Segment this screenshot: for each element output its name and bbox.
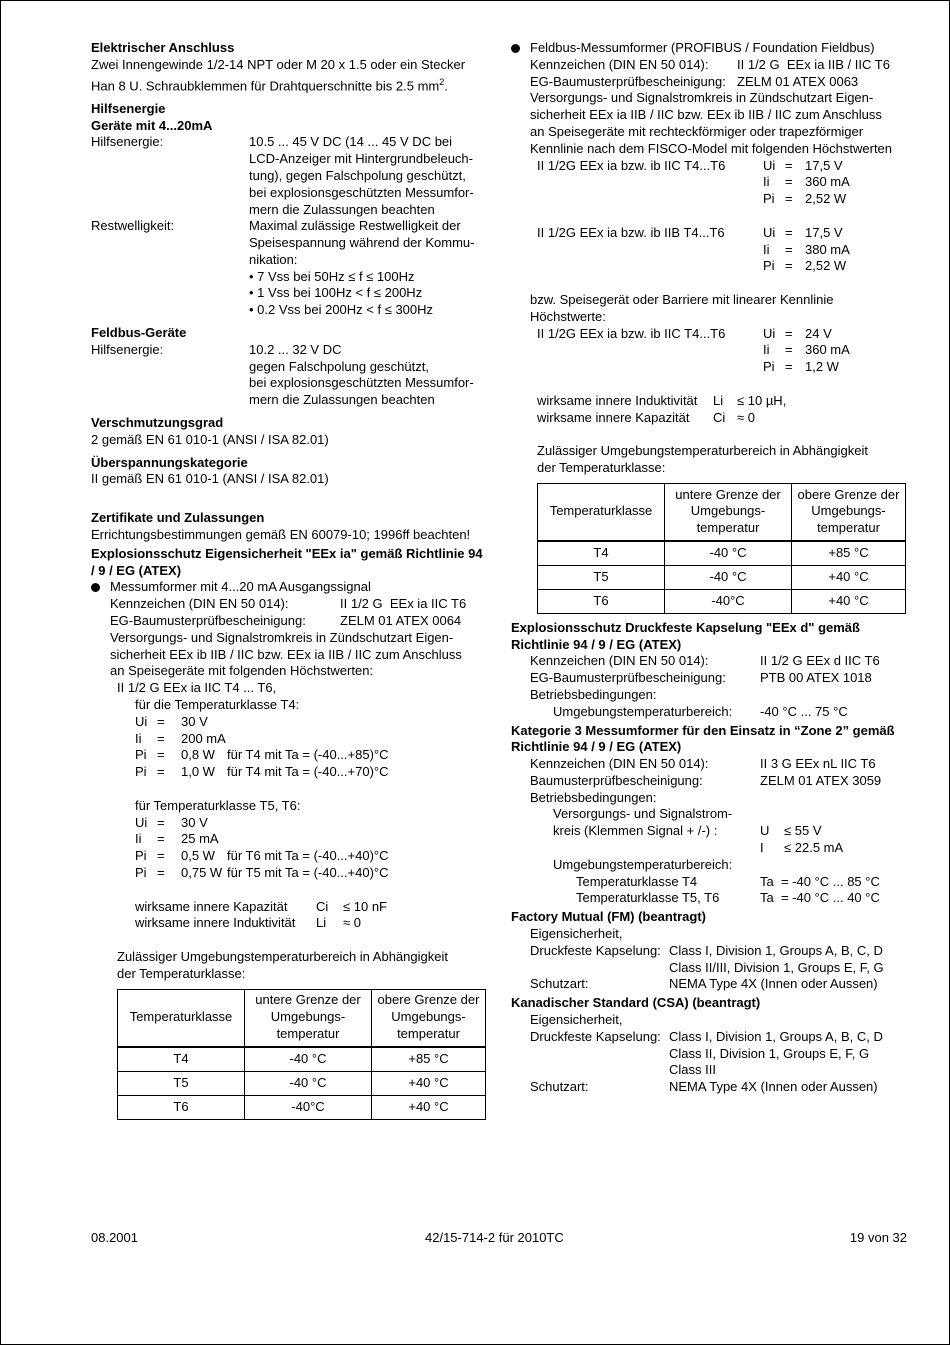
- exd-heading: Explosionsschutz Druckfeste Kapselung "EEx d" gemäß Richtlinie 94 / 9 / EG (ATEX): [511, 619, 860, 652]
- marking-row: Kennzeichen (DIN EN 50 014): II 1/2 G EEx ia IIB / IIC T6: [530, 56, 890, 72]
- table-header: obere Grenze der Umgebungs-temperatur: [372, 989, 486, 1047]
- zone2-block: Kennzeichen (DIN EN 50 014): II 3 G EEx nL IIC T6 Baumusterprüfbescheinigung: ZELM 01 ATEX 3059 Betriebsbedingungen: Versorgungs- und Signalstrom- kreis (Klemmen Signal + /-) : U ≤ 55 V I ≤ 22.5 mA Umgebungstemperaturbereich: Temperaturklasse T4 Ta = -40 °C ... 85 °C Temperaturklasse T5, T6 Ta = -40 °C ... 40 °C: [530, 756, 882, 906]
- limits-block-a: II 1/2G EEx ia bzw. ib IIC T4...T6 Ui = 17,5 V Ii = 360 mA Pi = 2,52 W: [537, 157, 850, 207]
- inductance-capacitance: wirksame innere Induktivität Li ≤ 10 µH, wirksame innere Kapazität Ci ≈ 0: [537, 392, 787, 425]
- cert-row: EG-Baumusterprüfbescheinigung: ZELM 01 ATEX 0064: [110, 613, 462, 629]
- footer-date: 08.2001: [91, 1230, 138, 1245]
- bullet-icon: [511, 44, 520, 53]
- fm-heading: Factory Mutual (FM) (beantragt): [511, 909, 706, 925]
- temperature-table-left: [117, 989, 486, 1120]
- aux-power-label: Hilfsenergie:: [91, 134, 164, 150]
- category-line: II 1/2 G EEx ia IIC T4 ... T6,: [117, 680, 277, 696]
- temp-intro: Zulässiger Umgebungstemperaturbereich in Abhängigkeit der Temperaturklasse:: [537, 443, 868, 475]
- fieldbus-power-label: Hilfsenergie:: [91, 341, 164, 357]
- aux-power-row: [91, 134, 486, 218]
- footer-doc-number: 42/15-714-2 für 2010TC: [425, 1230, 564, 1245]
- aux-power-values: 10.5 ... 45 V DC (14 ... 45 V DC bei LCD-Anzeiger mit Hintergrundbeleuch- tung), gegen Falschpolung geschützt, bei explosionsgeschützten Messumfor- mern die Zulassungen beachten: [249, 134, 474, 217]
- table-header: untere Grenze der Umgebungs-temperatur: [245, 989, 372, 1047]
- fieldbus-power-values: 10.2 ... 32 V DC gegen Falschpolung geschützt, bei explosionsgeschützten Messumfor- mern die Zulassungen beachten: [249, 341, 474, 408]
- fieldbus-bullet: Feldbus-Messumformer (PROFIBUS / Foundation Fieldbus) Kennzeichen (DIN EN 50 014): II 1/2 G EEx ia IIB / IIC T6 EG-Baumusterprüfbescheinigung: ZELM 01 ATEX 0063 Versorgungs- und Signalstromkreis in Zündschutzart Eigen- sicherheit EEx ia IIB / IIC bzw. EEx ib IIB / IIC zum Anschluss an Speisegeräte mit rechteckförmiger oder trapezförmiger Kennlinie nach dem FISCO-Model mit folgenden Höchstwerten: [511, 40, 907, 158]
- page-footer: [91, 1230, 907, 1247]
- pollution-heading: Verschmutzungsgrad: [91, 415, 224, 431]
- ripple-values: Maximal zulässige Restwelligkeit der Speisespannung während der Kommu- nikation: • 7 Vss bei 50Hz ≤ f ≤ 100Hz • 1 Vss bei 100Hz < f ≤ 200Hz • 0.2 Vss bei 200Hz < f ≤ 300Hz: [249, 218, 475, 318]
- electrical-text-1: Zwei Innengewinde 1/2-14 NPT oder M 20 x 1.5 oder ein Stecker: [91, 56, 466, 72]
- table-header: untere Grenze der Umgebungs-temperatur: [665, 483, 792, 541]
- electrical-heading: Elektrischer Anschluss: [91, 40, 235, 55]
- csa-heading: Kanadischer Standard (CSA) (beantragt): [511, 995, 761, 1011]
- devices-heading: Geräte mit 4...20mA: [91, 117, 213, 133]
- ex-ia-heading: Explosionsschutz Eigensicherheit "EEx ia" gemäß Richtlinie 94 / 9 / EG (ATEX): [91, 545, 483, 578]
- table-row: T5 -40 °C +40 °C: [538, 565, 906, 589]
- fm-block: Eigensicherheit, Druckfeste Kapselung: Class I, Division 1, Groups A, B, C, D Class II/III, Division 1, Groups E, F, G Schutzart: NEMA Type 4X (Innen oder Aussen): [530, 926, 884, 992]
- bullet-title: Messumformer mit 4...20 mA Ausgangssignal: [110, 579, 371, 595]
- limits-block-b: II 1/2G EEx ia bzw. ib IIB T4...T6 Ui = 17,5 V Ii = 380 mA Pi = 2,52 W: [537, 224, 850, 274]
- csa-block: Eigensicherheit, Druckfeste Kapselung: Class I, Division 1, Groups A, B, C, D Class II, Division 1, Groups E, F, G Class III Schutzart: NEMA Type 4X (Innen oder Aussen): [530, 1012, 883, 1095]
- table-header: Temperaturklasse: [538, 483, 665, 541]
- pollution-text: 2 gemäß EN 61 010-1 (ANSI / ISA 82.01): [91, 431, 329, 447]
- table-row: T6 -40°C +40 °C: [118, 1095, 486, 1119]
- t4-block: für die Temperaturklasse T4: Ui = 30 V Ii = 200 mA Pi = 0,8 W für T4 mit Ta = (-40...+85)°C Pi = 1,0 W für T4 mit Ta = (-40...+70)°C für Temperaturklasse T5, T6: Ui = 30 V Ii = 25 mA Pi = 0,5 W für T6 mit Ta = (-40...+40)°C Pi = 0,75 W für T5 mit Ta = (-40...+40)°C wirksame innere Kapazität Ci ≤ 10 nF wirksame innere Induktivität Li ≈ 0: [91, 697, 486, 932]
- electrical-text-2: Han 8 U. Schraubklemmen für Drahtquerschnitte bis 2.5 $mm^2$.: [91, 76, 448, 93]
- table-row: T4 -40 °C +85 °C: [118, 1047, 486, 1072]
- table-row: T5 -40 °C +40 °C: [118, 1071, 486, 1095]
- table-row: T6 -40°C +40 °C: [538, 589, 906, 613]
- fieldbus-heading: Feldbus-Geräte: [91, 325, 187, 341]
- table-header: obere Grenze der Umgebungs-temperatur: [792, 483, 906, 541]
- bullet-icon: [91, 583, 100, 592]
- left-column: [91, 40, 486, 1120]
- marking-row: Kennzeichen (DIN EN 50 014): II 1/2 G EEx ia IIC T6: [110, 596, 467, 612]
- limits-block-c: II 1/2G EEx ia bzw. ib IIC T4...T6 Ui = 24 V Ii = 360 mA Pi = 1,2 W: [537, 325, 850, 375]
- table-row: T4 -40 °C +85 °C: [538, 541, 906, 566]
- temperature-table-right: [537, 483, 906, 614]
- footer-page-number: 19 von 32: [849, 1230, 907, 1245]
- overvoltage-heading: Überspannungskategorie: [91, 454, 248, 470]
- inductance-row: wirksame innere Induktivität Li ≈ 0: [135, 915, 361, 931]
- exd-block: Kennzeichen (DIN EN 50 014): II 1/2 G EEx d IIC T6 EG-Baumusterprüfbescheinigung: PTB 00 ATEX 1018 Betriebsbedingungen: Umgebungstemperaturbereich: -40 °C ... 75 °C: [530, 653, 880, 719]
- right-column: [511, 40, 907, 1096]
- overvoltage-text: II gemäß EN 61 010-1 (ANSI / ISA 82.01): [91, 471, 329, 487]
- zone2-heading: Kategorie 3 Messumformer für den Einsatz in “Zone 2” gemäß Richtlinie 94 / 9 / EG (ATEX): [511, 722, 895, 755]
- fieldbus-power-row: [91, 342, 486, 409]
- certificates-text: Errichtungsbestimmungen gemäß EN 60079-10; 1996ff beachten!: [91, 527, 471, 543]
- ripple-row: [91, 218, 486, 319]
- cert-row: EG-Baumusterprüfbescheinigung: ZELM 01 ATEX 0063: [530, 73, 859, 89]
- bullet-title: Feldbus-Messumformer (PROFIBUS / Foundation Fieldbus): [530, 40, 875, 55]
- power-heading: Hilfsenergie: [91, 100, 166, 116]
- ripple-label: Restwelligkeit:: [91, 218, 175, 234]
- table-header: Temperaturklasse: [118, 989, 245, 1047]
- temp-intro: Zulässiger Umgebungstemperaturbereich in Abhängigkeit der Temperaturklasse:: [117, 948, 448, 981]
- linear-intro: bzw. Speisegerät oder Barriere mit linearer Kennlinie Höchstwerte:: [530, 291, 834, 324]
- capacitance-row: wirksame innere Kapazität Ci ≤ 10 nF: [135, 898, 387, 914]
- certificates-heading: Zertifikate und Zulassungen: [91, 510, 265, 526]
- transmitter-bullet: Messumformer mit 4...20 mA Ausgangssignal Kennzeichen (DIN EN 50 014): II 1/2 G EEx ia IIC T6 EG-Baumusterprüfbescheinigung: ZELM 01 ATEX 0064 Versorgungs- und Signalstromkreis in Zündschutzart Eigen- sicherheit EEx ib IIB / IIC bzw. EEx ia IIB / IIC zum Anschluss an Speisegeräte mit folgenden Höchstwerten:: [91, 579, 486, 680]
